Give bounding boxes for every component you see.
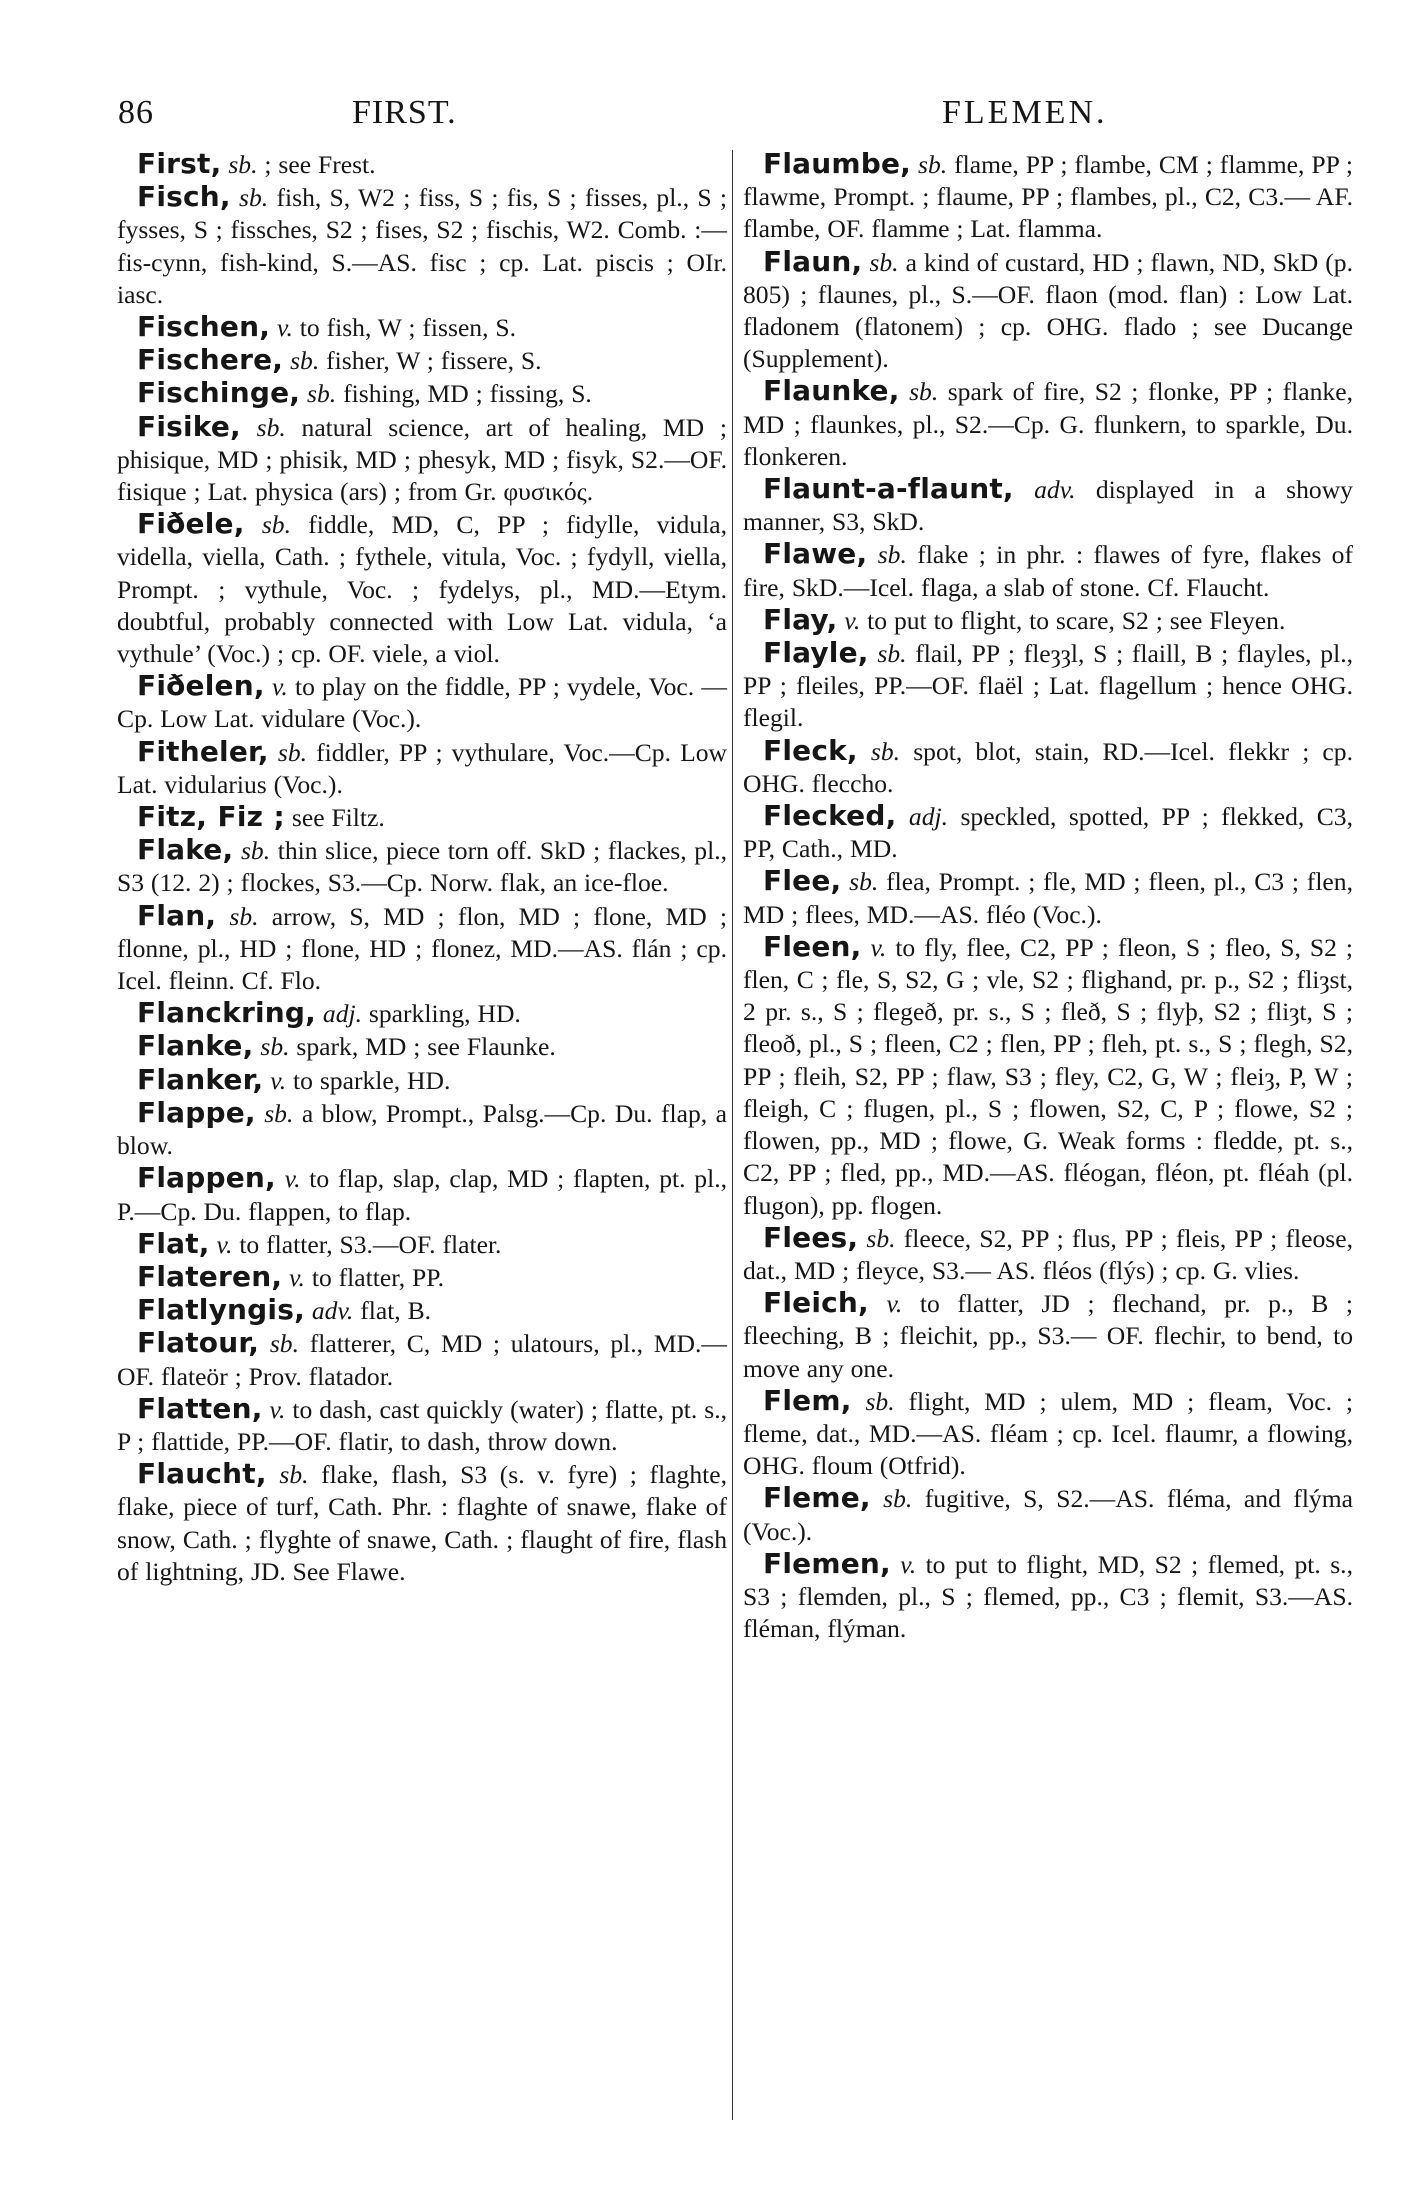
dictionary-entry (117, 670, 727, 735)
entry-definition: speckled, spotted, PP ; flekked, C3, PP, Cath., MD. (743, 802, 1353, 864)
dictionary-entry (117, 1327, 727, 1392)
entry-part-of-speech: v. (216, 1229, 233, 1259)
entry-part-of-speech: adv. (1034, 475, 1076, 505)
right-guide-word: FLEMEN. (942, 94, 1108, 131)
entry-part-of-speech: adv. (311, 1296, 354, 1326)
entry-definition: a kind of custard, HD ; flawn, ND, SkD (p. 805) ; flaunes, pl., S.—OF. flaon (mod. flan) : Low Lat. fladonem (flatonem) ; cp. OHG. flado ; see Ducange (Supplement). (743, 247, 1353, 374)
dictionary-entry (743, 148, 1353, 246)
dictionary-entry (117, 736, 727, 801)
entry-headword: Fisike, (137, 409, 241, 443)
entry-definition: flame, PP ; flambe, CM ; flamme, PP ; flawme, Prompt. ; flaume, PP ; flambes, pl., C2, C3.— AF. flambe, OF. flamme ; Lat. flamma. (743, 150, 1353, 244)
dictionary-entry (117, 1261, 727, 1294)
entry-definition: see Filtz. (291, 803, 385, 833)
entry-definition: to dash, cast quickly (water) ; flatte, pt. s., P ; flattide, PP.—OF. flatir, to dash, throw down. (117, 1394, 727, 1456)
entry-headword: Fleck, (763, 733, 858, 767)
entry-headword: Flappen, (137, 1161, 276, 1195)
entry-definition: flatterer, C, MD ; ulatours, pl., MD.—OF. flateör ; Prov. flatador. (117, 1329, 727, 1391)
left-guide-word: FIRST. (352, 94, 457, 131)
entry-definition: flail, PP ; fleȝȝl, S ; flaill, B ; flayles, pl., PP ; fleiles, PP.—OF. flaël ; Lat. flagellum ; hence OHG. flegil. (743, 639, 1354, 733)
entry-headword: Flecked, (763, 799, 897, 833)
entry-headword: First, (137, 147, 222, 180)
entry-part-of-speech: adj. (908, 802, 949, 832)
entry-definition: to put to flight, MD, S2 ; flemed, pt. s., S3 ; flemden, pl., S ; flemed, pp., C3 ; flemit, S3.—AS. fléman, flýman. (743, 1549, 1353, 1644)
entry-part-of-speech: sb. (290, 346, 320, 376)
entry-headword: Fiðelen, (137, 669, 265, 703)
dictionary-entry (117, 508, 727, 670)
entry-definition: fleece, S2, PP ; flus, PP ; fleis, PP ; fleose, dat., MD ; fleyce, S3.— AS. fléos (flýs) ; cp. G. vlies. (743, 1223, 1353, 1285)
entry-definition: sparkling, HD. (368, 999, 521, 1029)
entry-headword: Flem, (763, 1383, 852, 1417)
entry-part-of-speech: sb. (918, 150, 948, 179)
entry-headword: Flanke, (137, 1029, 254, 1063)
entry-headword: Flatten, (137, 1391, 263, 1425)
entry-headword: Fitheler, (137, 734, 269, 768)
entry-definition: fiddle, MD, C, PP ; fidylle, vidula, vidella, viella, Cath. ; fythele, vitula, Voc. ; fydyll, viella, Prompt. ; vythule, Voc. ; fydelys, pl., MD.—Etym. doubtful, probably connected with Low Lat. vidula, ‘a vythule’ (Voc.) ; cp. OF. viele, a viol. (117, 510, 727, 669)
entry-definition: fish, S, W2 ; fiss, S ; fis, S ; fisses, pl., S ; fysses, S ; fissches, S2 ; fises, S2 ; fischis, W2. Comb. :—fis-cynn, fish-kind, S.—AS. fisc ; cp. Lat. piscis ; OIr. iasc. (117, 183, 727, 309)
entry-part-of-speech: v. (844, 605, 861, 635)
entry-part-of-speech: sb. (866, 1223, 896, 1253)
entry-part-of-speech: sb. (260, 1032, 290, 1062)
entry-part-of-speech: sb. (256, 412, 286, 442)
dictionary-entry (743, 473, 1353, 538)
entry-headword: Fleen, (763, 929, 862, 963)
entry-definition: to flap, slap, clap, MD ; flapten, pt. pl., P.—Cp. Du. flappen, to flap. (117, 1164, 727, 1226)
entry-headword: Flat, (137, 1226, 210, 1260)
dictionary-entry (743, 800, 1353, 865)
dictionary-entry (117, 181, 727, 311)
dictionary-entry (743, 735, 1353, 800)
entry-part-of-speech: sb. (261, 510, 291, 540)
entry-definition: to flatter, PP. (311, 1262, 445, 1292)
entry-part-of-speech: v. (284, 1164, 301, 1194)
entry-headword: Flaumbe, (763, 147, 911, 180)
dictionary-entry (117, 834, 727, 899)
left-column (117, 148, 727, 1588)
dictionary-entry (117, 1030, 727, 1063)
entry-part-of-speech: v. (870, 932, 887, 962)
dictionary-entry (117, 1097, 727, 1162)
entry-headword: Fleich, (763, 1286, 869, 1320)
entry-part-of-speech: sb. (240, 836, 271, 866)
entry-headword: Flees, (763, 1220, 859, 1254)
dictionary-entry (117, 1458, 727, 1588)
entry-definition: displayed in a showy manner, S3, SkD. (743, 475, 1353, 537)
entry-headword: Fitz, Fiz ; (137, 800, 285, 834)
dictionary-entry (743, 1222, 1353, 1287)
entry-part-of-speech: v. (271, 672, 288, 702)
column-divider (732, 150, 733, 2120)
dictionary-entry (117, 377, 727, 410)
entry-definition: to play on the fiddle, PP ; vydele, Voc. — Cp. Low Lat. vidulare (Voc.). (117, 672, 727, 734)
dictionary-entry (743, 1385, 1353, 1483)
entry-headword: Flee, (763, 864, 842, 898)
entry-headword: Fisch, (137, 180, 231, 214)
entry-definition: to flatter, S3.—OF. flater. (239, 1229, 502, 1259)
entry-part-of-speech: sb. (264, 1098, 294, 1128)
entry-part-of-speech: v. (277, 313, 293, 343)
dictionary-entry (743, 1287, 1353, 1385)
entry-definition: spark of fire, S2 ; flonke, PP ; flanke, MD ; flaunkes, pl., S2.—Cp. G. flunkern, to sparkle, Du. flonkeren. (743, 377, 1353, 471)
entry-part-of-speech: sb. (877, 540, 907, 570)
entry-definition: flake, flash, S3 (s. v. fyre) ; flaghte, flake, piece of turf, Cath. Phr. : flaghte of snawe, flake of snow, Cath. ; flyghte of snawe, Cath. ; flaught of fire, flash of lightning, JD. See Flawe. (117, 1460, 727, 1586)
dictionary-entry (743, 375, 1353, 473)
dictionary-entry (743, 637, 1353, 735)
entry-part-of-speech: sb. (228, 150, 258, 179)
dictionary-entry (117, 1162, 727, 1227)
entry-headword: Flaucht, (137, 1457, 267, 1491)
dictionary-entry (117, 1393, 727, 1458)
entry-headword: Flatour, (137, 1326, 260, 1360)
dictionary-entry (117, 801, 727, 834)
entry-part-of-speech: sb. (909, 377, 939, 407)
entry-definition: fiddler, PP ; vythulare, Voc.—Cp. Low Lat. vidularius (Voc.). (117, 737, 727, 799)
entry-definition: spark, MD ; see Flaunke. (296, 1032, 556, 1062)
entry-part-of-speech: v. (886, 1289, 903, 1319)
entry-definition: fisher, W ; fissere, S. (326, 346, 542, 376)
entry-headword: Fischinge, (137, 376, 301, 410)
entry-headword: Fischere, (137, 343, 284, 377)
entry-definition: to sparkle, HD. (293, 1065, 451, 1095)
dictionary-entry (743, 1548, 1353, 1646)
entry-headword: Flawe, (763, 537, 868, 571)
dictionary-entry (117, 411, 727, 509)
entry-headword: Fiðele, (137, 507, 245, 541)
entry-definition: arrow, S, MD ; flon, MD ; flone, MD ; flonne, pl., HD ; flone, HD ; flonez, MD.—AS. flán ; cp. Icel. fleinn. Cf. Flo. (117, 901, 728, 996)
entry-part-of-speech: v. (900, 1549, 917, 1579)
entry-definition: fugitive, S, S2.—AS. fléma, and flýma (Voc.). (743, 1484, 1353, 1546)
entry-headword: Flanker, (137, 1062, 264, 1096)
entry-definition: fishing, MD ; fissing, S. (343, 379, 592, 409)
entry-part-of-speech: sb. (229, 901, 259, 931)
dictionary-entry (743, 604, 1353, 637)
entry-headword: Flaun, (763, 244, 863, 278)
dictionary-entry (743, 865, 1353, 930)
entry-definition: flat, B. (360, 1296, 432, 1326)
entry-headword: Flateren, (137, 1259, 283, 1293)
entry-definition: flight, MD ; ulem, MD ; fleam, Voc. ; fleme, dat., MD.—AS. fléam ; cp. Icel. flaumr, a flowing, OHG. floum (Otfrid). (743, 1386, 1353, 1481)
entry-part-of-speech: sb. (869, 247, 899, 277)
entry-headword: Flemen, (763, 1546, 891, 1580)
entry-part-of-speech: sb. (870, 736, 901, 766)
entry-part-of-speech: sb. (277, 737, 308, 767)
dictionary-entry (743, 1482, 1353, 1547)
entry-part-of-speech: v. (289, 1262, 305, 1292)
entry-headword: Fischen, (137, 310, 271, 344)
dictionary-entry (117, 311, 727, 344)
entry-headword: Fleme, (763, 1481, 871, 1515)
dictionary-entry (117, 900, 727, 998)
entry-headword: Flay, (763, 602, 838, 636)
entry-headword: Flappe, (137, 1095, 256, 1129)
entry-definition: to fish, W ; fissen, S. (299, 313, 517, 343)
entry-headword: Flake, (137, 833, 234, 867)
entry-part-of-speech: sb. (883, 1484, 913, 1514)
entry-part-of-speech: sb. (239, 183, 269, 213)
dictionary-entry (743, 931, 1353, 1222)
dictionary-entry (117, 997, 727, 1030)
entry-headword: Flaunt-a-flaunt, (763, 472, 1014, 506)
entry-definition: to fly, flee, C2, PP ; fleon, S ; fleo, S, S2 ; flen, C ; fle, S, S2, G ; vle, S2 ; flighand, pr. p., S2 ; fliȝst, 2 pr. s., S ; flegeð, pr. s., S ; fleð, S ; flyþ, S2 ; fliȝt, S ; fleoð, pl., S ; fleen, C2 ; flen, PP ; fleh, pt. s., S ; flegh, S2, PP ; fleih, S2, PP ; flaw, S3 ; fley, C2, G, W ; fleiȝ, P, W ; fleigh, C ; flugen, pl., S ; flowen, S2, C, P ; flowe, S2 ; flowen, pp., MD ; flowe, G. Weak forms : fledde, pt. s., C2, PP ; fled, pp., MD.—AS. fléogan, fléon, pt. fléah (pl. flugon), pp. flogen. (743, 932, 1354, 1220)
entry-definition: thin slice, piece torn off. SkD ; flackes, pl., S3 (12. 2) ; flockes, S3.—Cp. Norw. flak, an ice-floe. (117, 836, 727, 898)
dictionary-entry (117, 1064, 727, 1097)
dictionary-entry (117, 1294, 727, 1327)
entry-definition: flea, Prompt. ; fle, MD ; fleen, pl., C3 ; flen, MD ; flees, MD.—AS. fléo (Voc.). (743, 867, 1353, 929)
entry-part-of-speech: sb. (849, 867, 879, 897)
entry-part-of-speech: sb. (269, 1329, 299, 1359)
entry-part-of-speech: v. (269, 1394, 286, 1424)
entry-definition: to put to flight, to scare, S2 ; see Fleyen. (867, 605, 1286, 635)
entry-part-of-speech: sb. (279, 1460, 309, 1490)
right-column (743, 148, 1353, 1645)
entry-definition: flake ; in phr. : flawes of fyre, flakes of fire, SkD.—Icel. flaga, a slab of stone. Cf. Flaucht. (743, 540, 1354, 602)
entry-part-of-speech: sb. (307, 379, 337, 409)
entry-definition: spot, blot, stain, RD.—Icel. flekkr ; cp. OHG. fleccho. (743, 736, 1353, 798)
entry-part-of-speech: v. (270, 1065, 287, 1095)
page-number: 86 (118, 94, 154, 131)
entry-part-of-speech: sb. (877, 639, 907, 669)
entry-part-of-speech: sb. (865, 1386, 895, 1416)
dictionary-entry (117, 344, 727, 377)
dictionary-entry (117, 1228, 727, 1261)
entry-headword: Flaunke, (763, 374, 900, 408)
entry-definition: ; see Frest. (264, 150, 376, 179)
dictionary-entry (117, 148, 727, 181)
entry-definition: to flatter, JD ; flechand, pr. p., B ; fleeching, B ; fleichit, pp., S3.— OF. flechir, to bend, to move any one. (743, 1289, 1353, 1383)
entry-headword: Flan, (137, 898, 217, 932)
entry-headword: Flayle, (763, 636, 869, 670)
dictionary-entry (743, 538, 1353, 603)
entry-part-of-speech: adj. (322, 999, 363, 1029)
dictionary-entry (743, 246, 1353, 376)
entry-definition: a blow, Prompt., Palsg.—Cp. Du. flap, a blow. (117, 1098, 727, 1161)
entry-headword: Flanckring, (137, 996, 316, 1030)
entry-definition: natural science, art of healing, MD ; phisique, MD ; phisik, MD ; phesyk, MD ; fisyk, S2.—OF. fisique ; Lat. physica (ars) ; from Gr. φυσικός. (117, 412, 727, 507)
entry-headword: Flatlyngis, (137, 1293, 305, 1327)
